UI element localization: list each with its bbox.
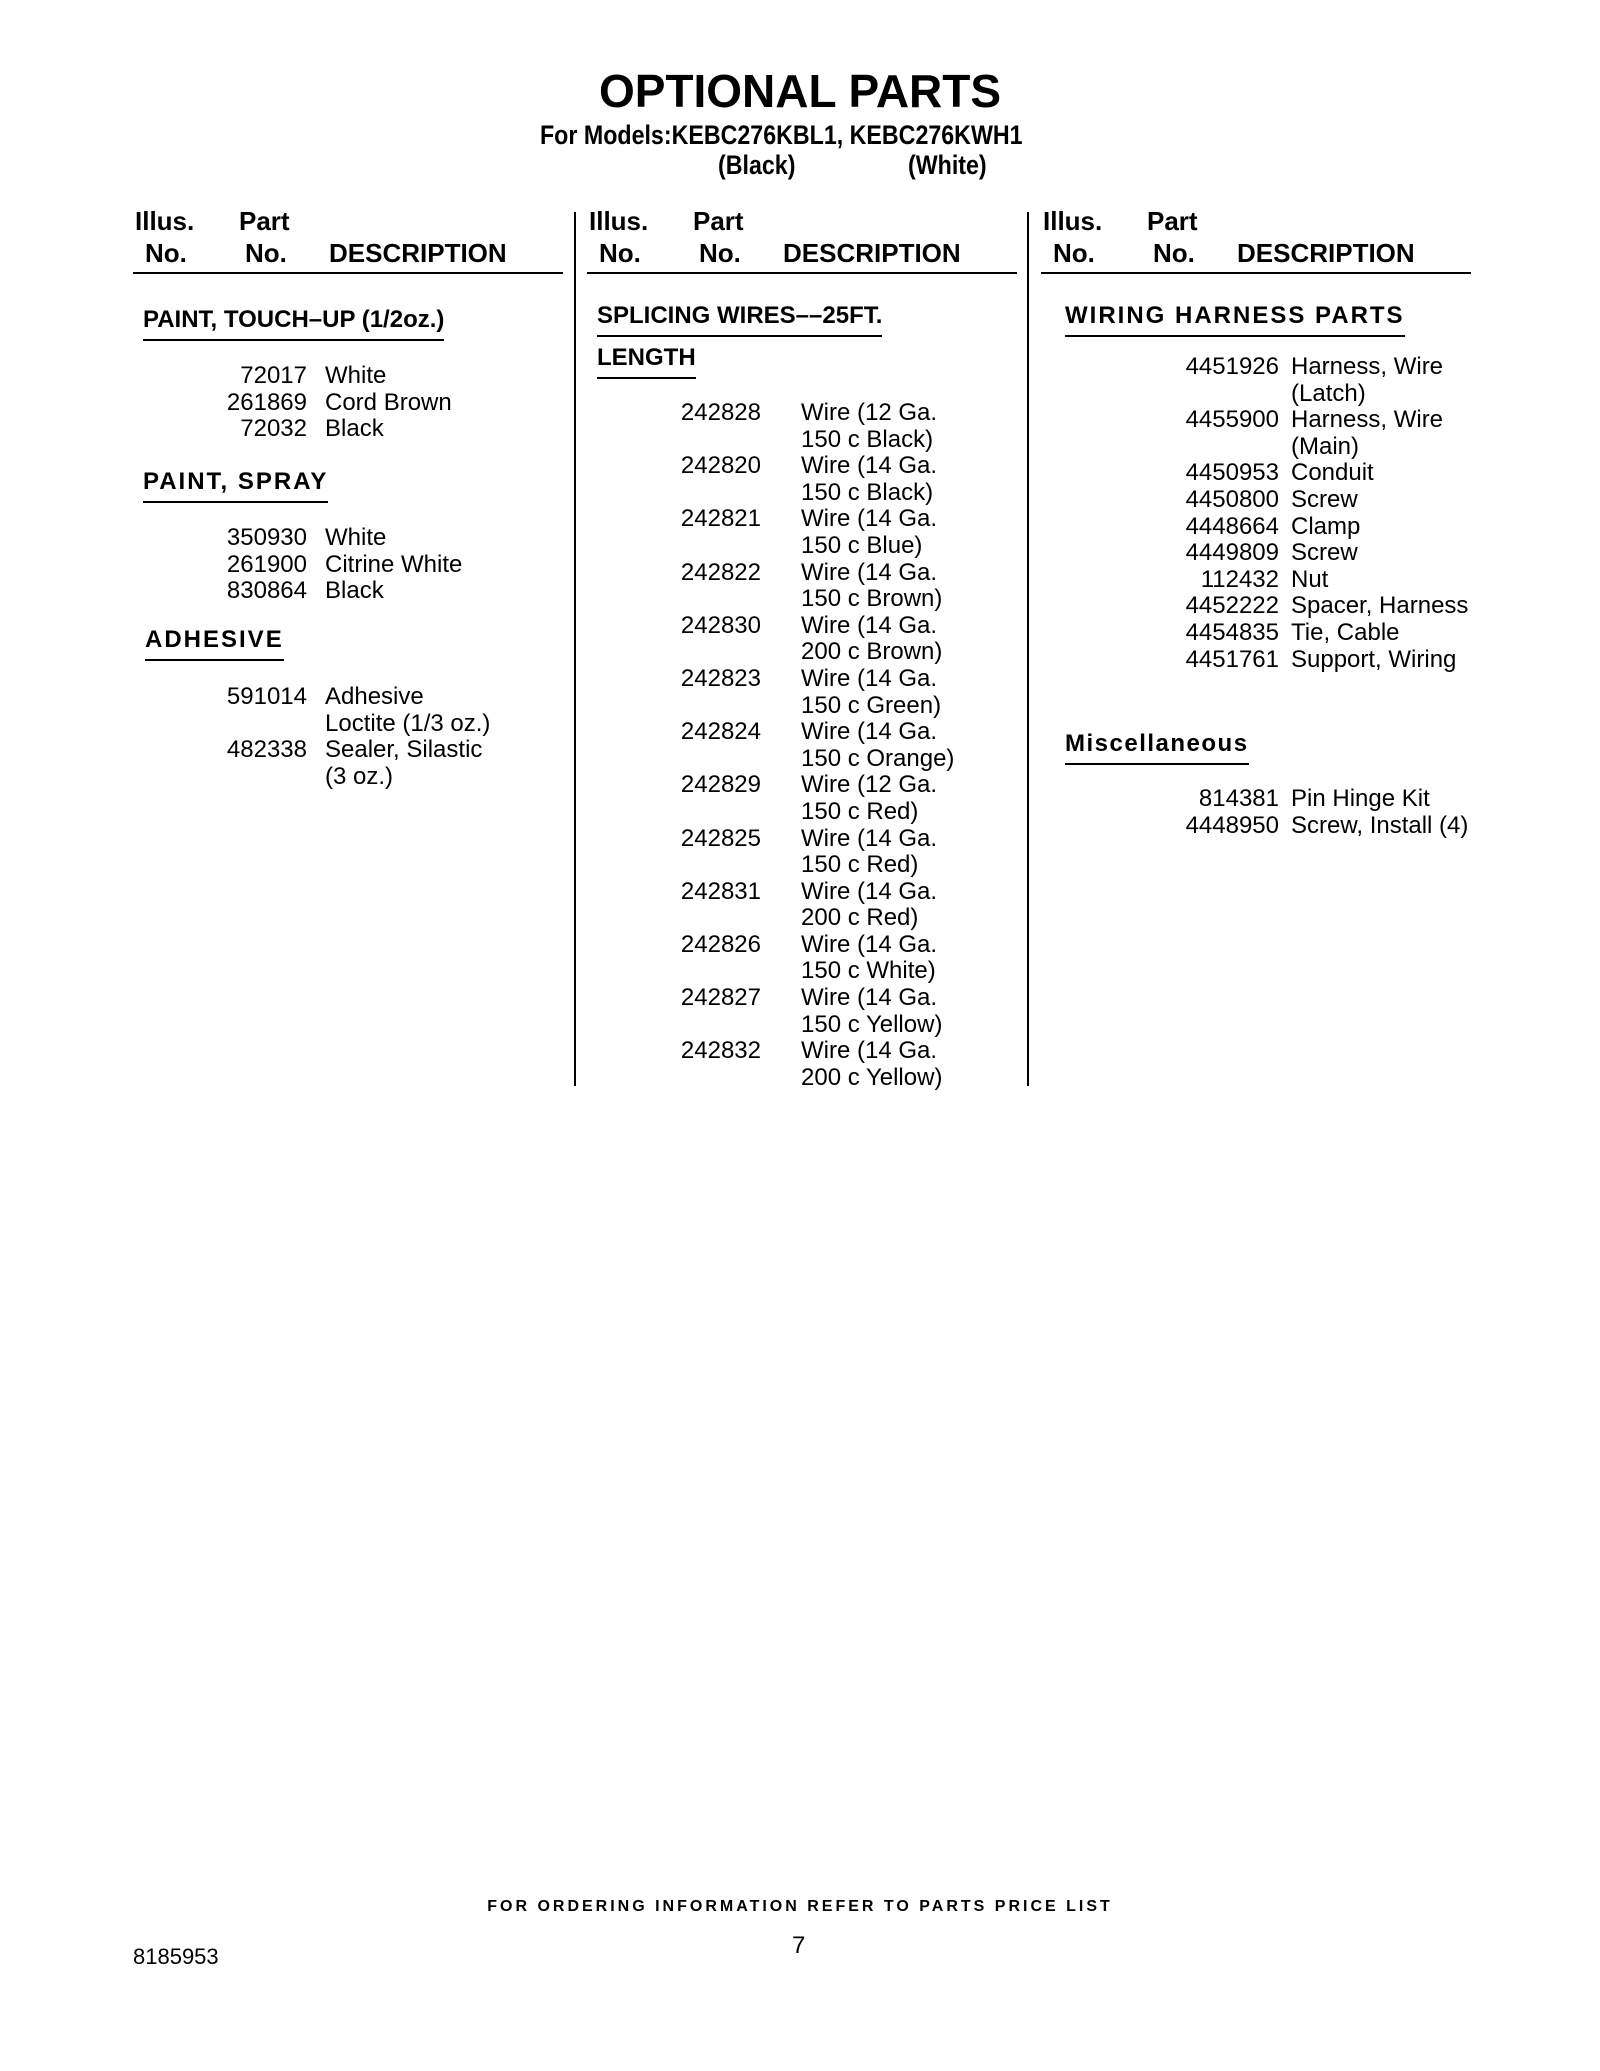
part-number: 261900 xyxy=(226,550,307,578)
part-row xyxy=(133,525,563,552)
part-description: Screw xyxy=(1291,539,1358,567)
part-description: Nut xyxy=(1291,565,1329,593)
section-title: SPLICING WIRES––25FT. xyxy=(597,302,882,337)
part-number: 242820 xyxy=(680,452,761,480)
section-title: Miscellaneous xyxy=(1065,730,1249,765)
column-header xyxy=(587,206,1017,274)
part-number: 242828 xyxy=(680,399,761,426)
part-number: 242825 xyxy=(680,824,761,852)
part-number: 242822 xyxy=(680,558,761,586)
part-number: 4454835 xyxy=(1185,618,1279,646)
header-part-no: No. xyxy=(1153,238,1195,268)
part-number: 242821 xyxy=(680,505,761,533)
part-description: 150 c Orange) xyxy=(801,744,955,772)
part-description: Cord Brown xyxy=(325,388,452,416)
part-description: 200 c Yellow) xyxy=(801,1063,943,1091)
part-number: 4448664 xyxy=(1185,512,1279,540)
part-description: Tie, Cable xyxy=(1291,618,1400,646)
part-row xyxy=(133,552,563,579)
part-number: 242824 xyxy=(680,718,761,746)
part-description: Clamp xyxy=(1291,512,1361,540)
section-title: PAINT, TOUCH–UP (1/2oz.) xyxy=(143,306,444,341)
parts-list xyxy=(133,684,563,790)
part-number: 242827 xyxy=(680,984,761,1012)
part-number: 72032 xyxy=(240,415,307,443)
header-illus-no: No. xyxy=(145,238,187,268)
section-title: ADHESIVE xyxy=(145,626,284,661)
part-description: Wire (12 Ga. xyxy=(801,771,938,799)
header-illus: Illus. xyxy=(589,206,649,236)
column-divider xyxy=(1027,212,1029,1086)
part-number: 4448950 xyxy=(1185,811,1279,839)
part-number: 814381 xyxy=(1198,785,1279,812)
part-description: Harness, Wire xyxy=(1291,406,1444,434)
part-description: 150 c Black) xyxy=(801,478,934,506)
part-number: 4450953 xyxy=(1185,459,1279,487)
part-description: Wire (14 Ga. xyxy=(801,930,938,958)
part-description: Loctite (1/3 oz.) xyxy=(325,709,491,737)
part-description: Black xyxy=(325,577,384,605)
page-title: OPTIONAL PARTS xyxy=(598,65,1002,117)
model-color-black: (Black) xyxy=(718,150,796,180)
part-description: 150 c Green) xyxy=(801,691,942,719)
part-description: Wire (14 Ga. xyxy=(801,1037,938,1065)
models-subtitle: For Models:KEBC276KBL1, KEBC276KWH1 xyxy=(540,120,1023,150)
part-number: 242823 xyxy=(680,664,761,692)
part-description: Adhesive xyxy=(325,683,424,710)
header-illus: Illus. xyxy=(1043,206,1103,236)
part-number: 4451761 xyxy=(1185,645,1279,673)
part-row xyxy=(133,684,563,711)
part-row xyxy=(133,578,563,605)
section-title-line2: LENGTH xyxy=(597,344,696,379)
part-number: 4452222 xyxy=(1185,592,1279,620)
page-number: 7 xyxy=(792,1932,806,1959)
part-number: 242830 xyxy=(680,611,761,639)
part-row xyxy=(133,416,563,443)
part-description: (Latch) xyxy=(1291,379,1366,407)
part-number: 4455900 xyxy=(1185,406,1279,434)
header-description: DESCRIPTION xyxy=(1237,238,1415,268)
part-number: 112432 xyxy=(1200,565,1279,593)
part-number: 242826 xyxy=(680,930,761,958)
header-part: Part xyxy=(239,206,290,236)
parts-list xyxy=(133,525,563,605)
header-part: Part xyxy=(1147,206,1198,236)
part-description: 200 c Brown) xyxy=(801,638,943,666)
parts-column-3 xyxy=(1041,206,1471,839)
header-part-no: No. xyxy=(699,238,741,268)
part-description: (3 oz.) xyxy=(325,762,394,790)
part-number: 242829 xyxy=(680,771,761,799)
part-description: Black xyxy=(325,415,384,443)
header-illus-no: No. xyxy=(1053,238,1095,268)
header-illus-no: No. xyxy=(599,238,641,268)
part-row xyxy=(133,737,563,764)
part-number: 4449809 xyxy=(1185,539,1279,567)
part-description: 150 c Black) xyxy=(801,425,934,453)
part-description: White xyxy=(325,362,387,389)
section-title: WIRING HARNESS PARTS xyxy=(1065,302,1405,337)
part-number: 482338 xyxy=(226,736,307,764)
part-description: Screw, Install (4) xyxy=(1291,811,1469,839)
parts-column-2 xyxy=(587,206,1017,1091)
column-header xyxy=(1041,206,1471,274)
part-description: Conduit xyxy=(1291,459,1374,487)
part-row xyxy=(133,363,563,390)
part-description: Screw xyxy=(1291,485,1358,513)
parts-list xyxy=(133,363,563,443)
part-description: Wire (14 Ga. xyxy=(801,611,938,639)
column-divider xyxy=(574,212,576,1086)
header-illus: Illus. xyxy=(135,206,195,236)
part-description: Wire (12 Ga. xyxy=(801,399,938,426)
parts-column-1 xyxy=(133,206,563,790)
part-description: Wire (14 Ga. xyxy=(801,558,938,586)
section-title: PAINT, SPRAY xyxy=(143,468,328,503)
part-number: 242832 xyxy=(680,1037,761,1065)
part-description: 150 c White) xyxy=(801,957,936,985)
part-number: 4450800 xyxy=(1185,485,1279,513)
part-description: 200 c Red) xyxy=(801,904,919,932)
part-description: Wire (14 Ga. xyxy=(801,664,938,692)
part-description: Wire (14 Ga. xyxy=(801,877,938,905)
header-part-no: No. xyxy=(245,238,287,268)
part-description: Spacer, Harness xyxy=(1291,592,1469,620)
model-color-white: (White) xyxy=(908,150,987,180)
part-description: 150 c Red) xyxy=(801,797,919,825)
part-description: Wire (14 Ga. xyxy=(801,505,938,533)
part-description: (Main) xyxy=(1291,432,1360,460)
part-description: 150 c Brown) xyxy=(801,585,943,613)
part-description: White xyxy=(325,524,387,551)
part-description: 150 c Blue) xyxy=(801,531,923,559)
document-number: 8185953 xyxy=(133,1944,219,1969)
part-number: 350930 xyxy=(226,524,307,551)
part-number: 830864 xyxy=(226,577,307,605)
part-description: Harness, Wire xyxy=(1291,353,1444,380)
part-number: 242831 xyxy=(680,877,761,905)
part-description: Wire (14 Ga. xyxy=(801,824,938,852)
part-row xyxy=(133,711,563,738)
part-description: Citrine White xyxy=(325,550,463,578)
header-part: Part xyxy=(693,206,744,236)
ordering-note: FOR ORDERING INFORMATION REFER TO PARTS PRICE LIST xyxy=(487,1898,1113,1915)
part-number: 261869 xyxy=(226,388,307,416)
parts-list xyxy=(1041,354,1471,673)
part-description: Wire (14 Ga. xyxy=(801,718,938,746)
parts-list xyxy=(1041,786,1471,839)
part-number: 4451926 xyxy=(1185,353,1279,380)
part-description: Wire (14 Ga. xyxy=(801,984,938,1012)
part-description: Support, Wiring xyxy=(1291,645,1457,673)
part-description: Pin Hinge Kit xyxy=(1291,785,1430,812)
part-row xyxy=(133,764,563,791)
part-description: Wire (14 Ga. xyxy=(801,452,938,480)
part-row xyxy=(133,390,563,417)
header-description: DESCRIPTION xyxy=(783,238,961,268)
part-description: 150 c Red) xyxy=(801,851,919,879)
part-number: 72017 xyxy=(240,362,307,389)
part-description: Sealer, Silastic xyxy=(325,736,483,764)
part-number: 591014 xyxy=(226,683,307,710)
header-description: DESCRIPTION xyxy=(329,238,507,268)
parts-list xyxy=(587,400,1017,1091)
column-header xyxy=(133,206,563,274)
part-description: 150 c Yellow) xyxy=(801,1010,943,1038)
